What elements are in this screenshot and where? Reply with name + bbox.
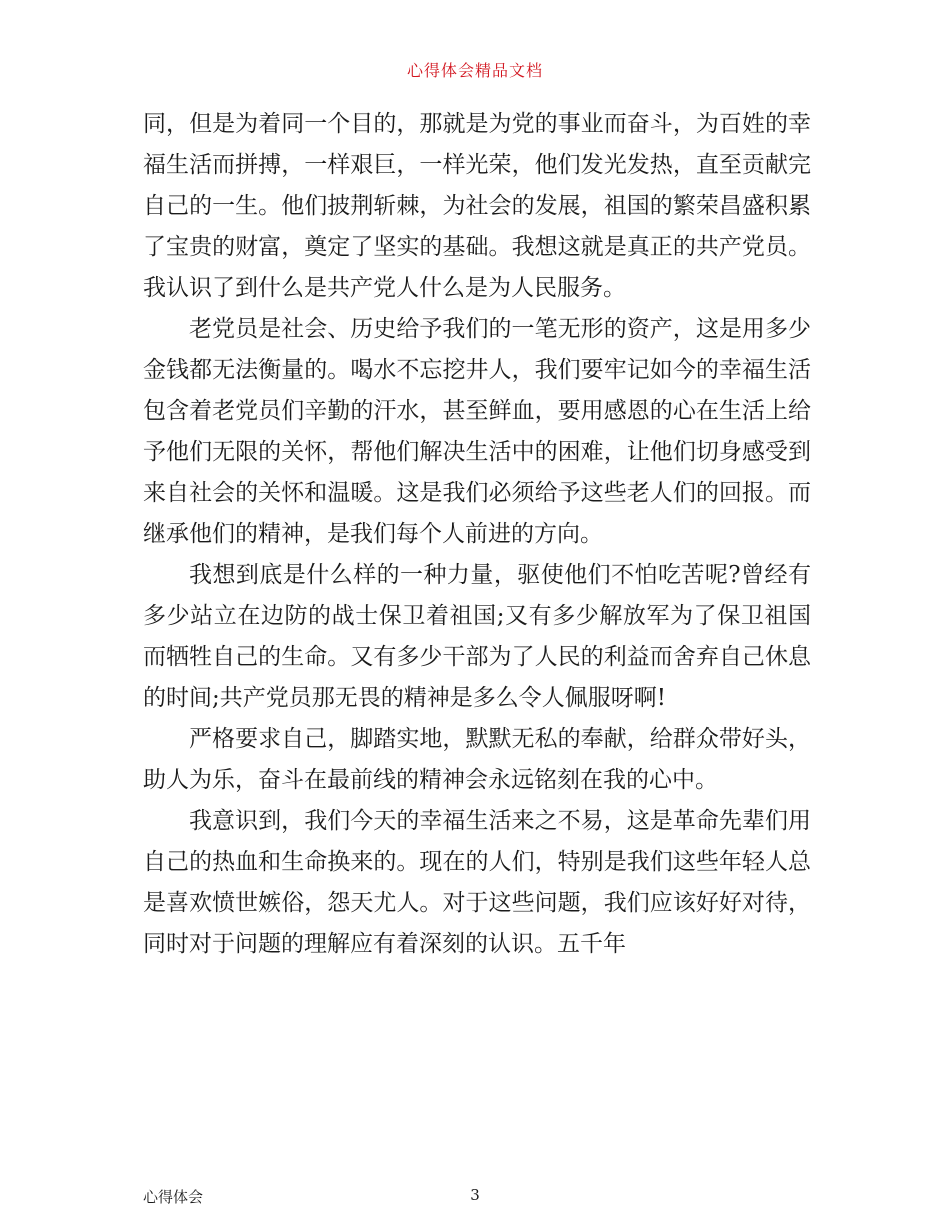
footer-label: 心得体会 — [143, 1188, 204, 1206]
paragraph-continued: 同，但是为着同一个目的，那就是为党的事业而奋斗，为百姓的幸福生活而拼搏，一样艰巨，一样光荣，他们发光发热，直至贡献完自己的一生。他们披荆斩棘，为社会的发展，祖国的繁荣昌盛积累了宝贵的财富，奠定了坚实的基础。我想这就是真正的共产党员。我认识了到什么是共产党人什么是为人民服务。 — [143, 111, 811, 301]
paragraph: 老党员是社会、历史给予我们的一笔无形的资产，这是用多少金钱都无法衡量的。喝水不忘挖井人，我们要牢记如今的幸福生活包含着老党员们辛勤的汗水，甚至鲜血，要用感恩的心在生活上给予他们无限的关怀，帮他们解决生活中的困难，让他们切身感受到来自社会的关怀和温暖。这是我们必须给予这些老人们的回报。而继承他们的精神，是我们每个人前进的方向。 — [143, 316, 811, 547]
document-header-title: 心得体会精品文档 — [406, 61, 543, 80]
paragraph: 严格要求自己，脚踏实地，默默无私的奉献，给群众带好头，助人为乐，奋斗在最前线的精神会永远铭刻在我的心中。 — [143, 726, 811, 793]
paragraph: 我想到底是什么样的一种力量，驱使他们不怕吃苦呢?曾经有多少站立在边防的战士保卫着祖国;又有多少解放军为了保卫祖国而牺牲自己的生命。又有多少干部为了人民的利益而舍弃自己休息的时间;共产党员那无畏的精神是多么令人佩服呀啊! — [143, 562, 811, 711]
page-number: 3 — [470, 1186, 480, 1204]
document-body — [143, 104, 811, 965]
paragraph: 我意识到，我们今天的幸福生活来之不易，这是革命先辈们用自己的热血和生命换来的。现在的人们，特别是我们这些年轻人总是喜欢愤世嫉俗，怨天尤人。对于这些问题，我们应该好好对待，同时对于问题的理解应有着深刻的认识。五千年 — [143, 808, 811, 957]
